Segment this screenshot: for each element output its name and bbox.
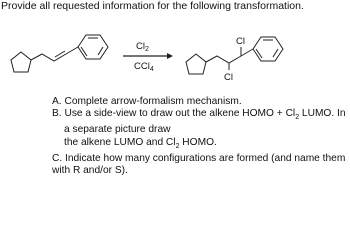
product-benzene-ring bbox=[253, 37, 283, 61]
reaction-arrowhead bbox=[167, 53, 173, 59]
reaction-scheme bbox=[0, 16, 350, 88]
chloro-label-top: Cl bbox=[236, 36, 245, 47]
solvent-label: CCl$_4$ bbox=[134, 61, 154, 73]
alkyl-chain bbox=[31, 47, 78, 61]
chloro-label-bottom: Cl bbox=[224, 72, 233, 83]
benzene-ring bbox=[78, 35, 108, 59]
alkene-double-bond bbox=[55, 51, 65, 57]
question-prompt: Provide all requested information for the following transformation. bbox=[1, 0, 304, 12]
reaction-conditions bbox=[123, 41, 173, 73]
product-cyclopentane-ring bbox=[186, 54, 206, 74]
starting-material-structure bbox=[11, 35, 108, 72]
product-structure bbox=[186, 37, 283, 74]
reagent-chlorine: $Cl_2$ bbox=[136, 41, 149, 53]
instructions-list bbox=[52, 96, 348, 177]
instruction-c: C. Indicate how many configurations are formed (and name them with R and/or S). bbox=[52, 152, 346, 177]
instruction-b: B. Use a side-view to draw out the alkene HOMO + $Cl_2$ LUMO. In a separate picture draw the alkene LUMO and $Cl_2$ HOMO. bbox=[52, 108, 346, 150]
cyclopentane-ring bbox=[11, 52, 31, 72]
instruction-a: A. Complete arrow-formalism mechanism. bbox=[52, 96, 242, 107]
product-alkyl-chain bbox=[206, 49, 253, 63]
